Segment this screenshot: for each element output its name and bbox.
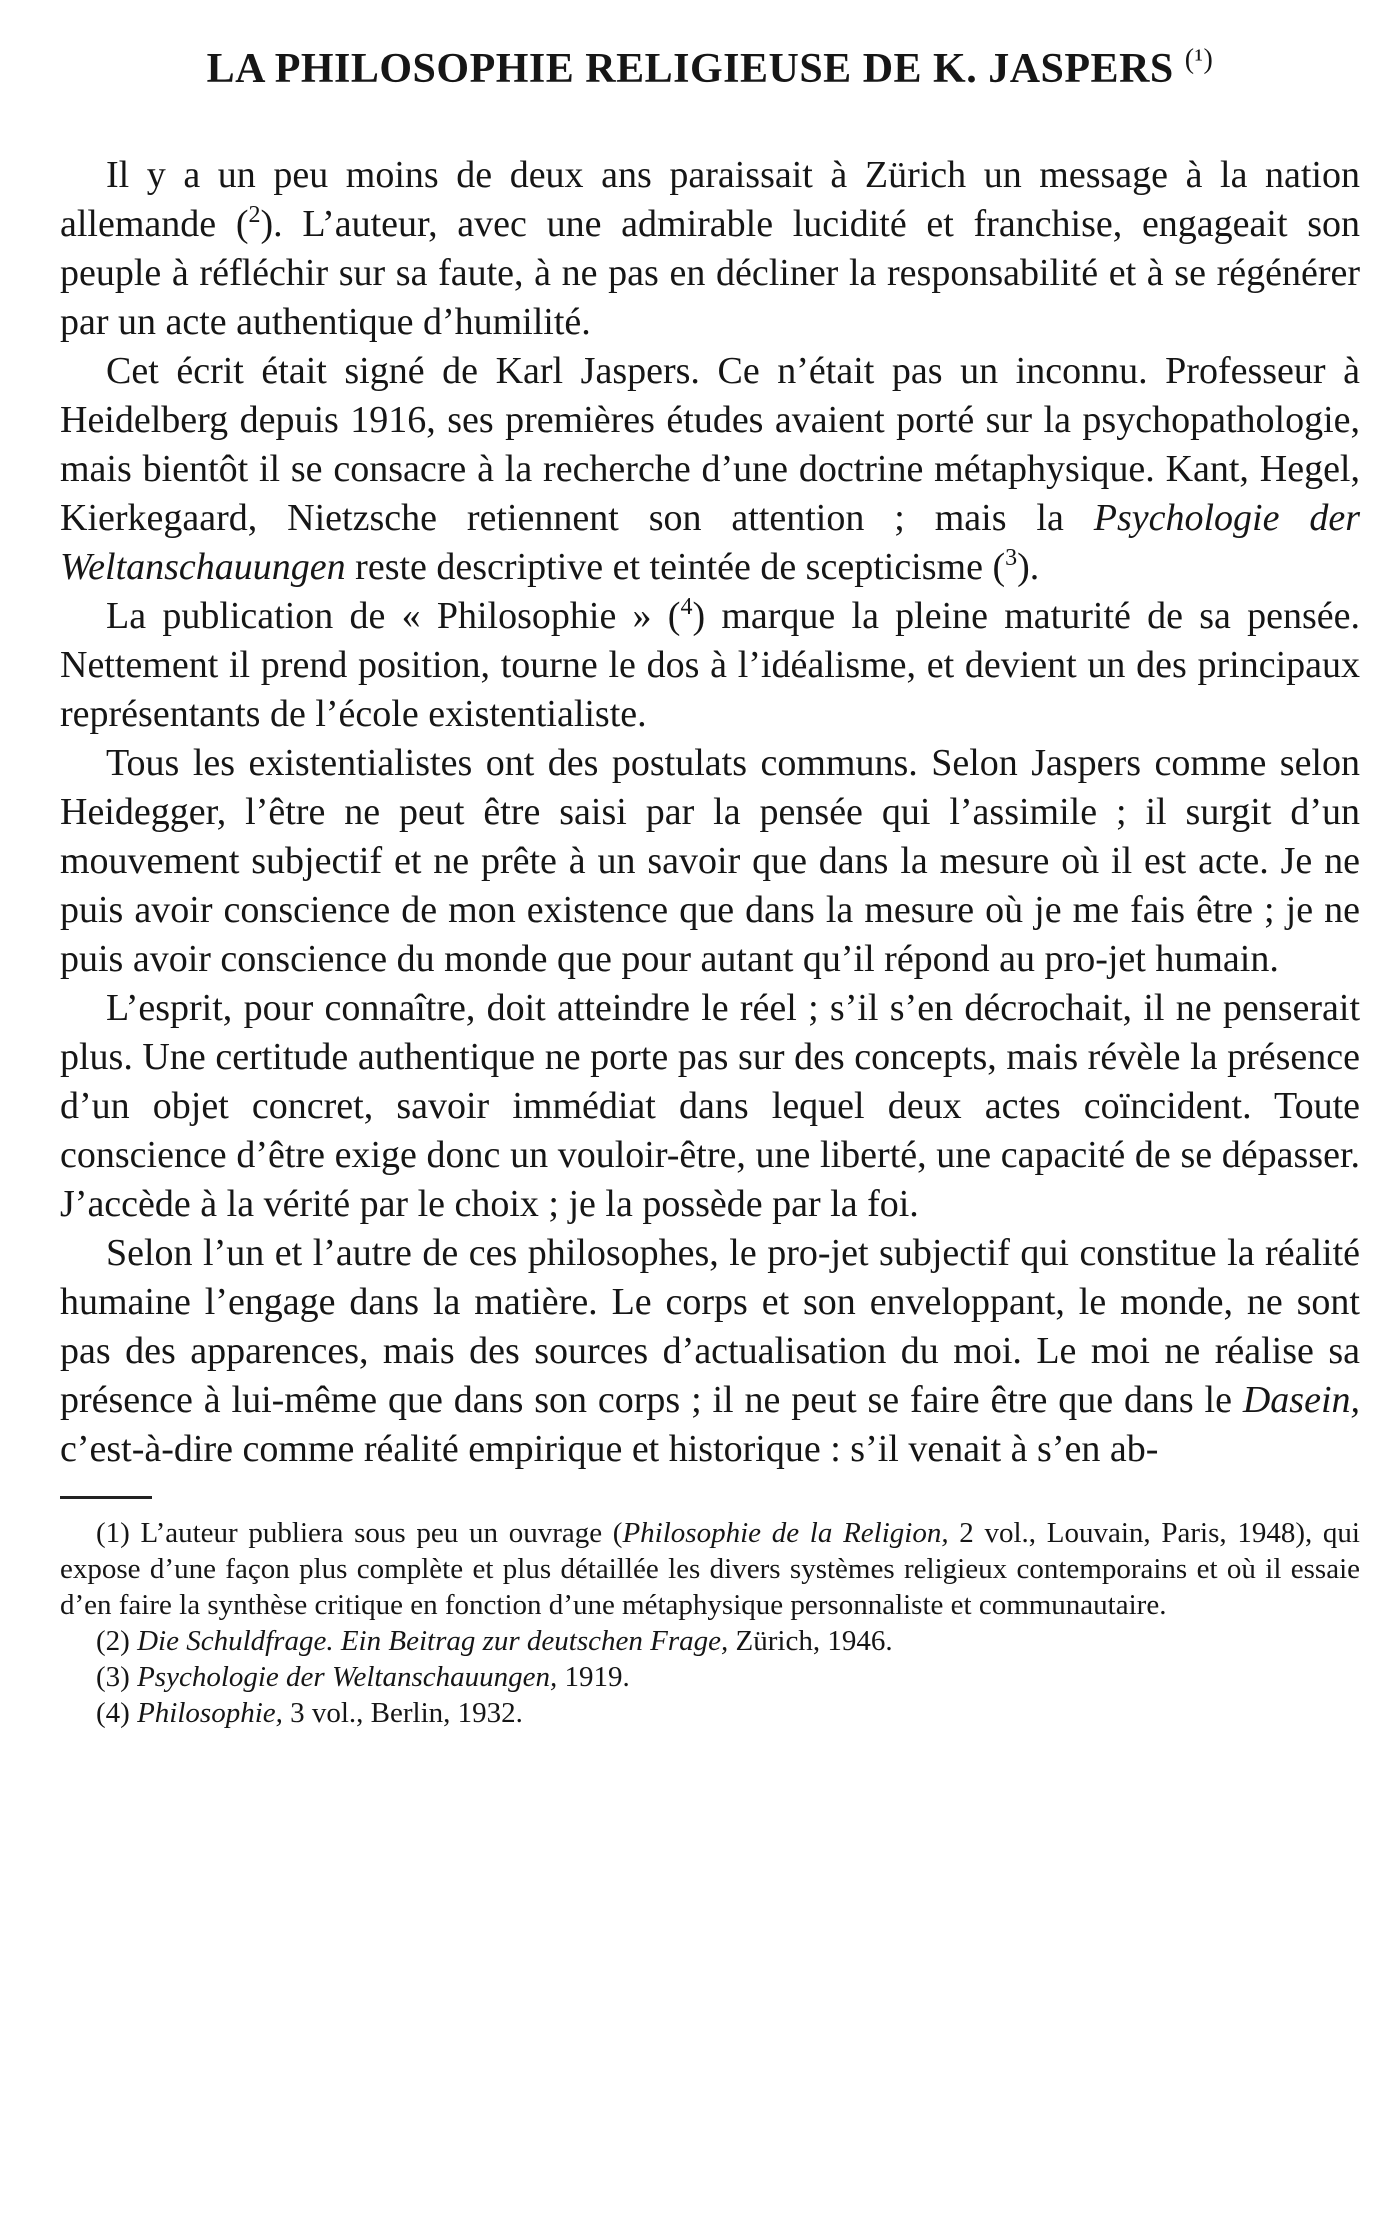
footnote-ref-2: 2: [248, 202, 261, 228]
footnote-2: (2) Die Schuldfrage. Ein Beitrag zur deutschen Frage, Zürich, 1946.: [96, 1625, 893, 1657]
paragraph-2: Cet écrit était signé de Karl Jaspers. Ce n’était pas un inconnu. Professeur à Heidelberg depuis 1916, ses premières études avaient porté sur la psychopathologie, mais bientôt il se consacre à la recherche d’une doctrine métaphysique. Kant, Hegel, Kierkegaard, Nietzsche retiennent son attention ; mais la Psychologie der Weltanschauungen reste descriptive et teintée de scepticisme ($^3$).: [60, 350, 1361, 588]
paragraph-5: L’esprit, pour connaître, doit atteindre le réel ; s’il s’en décrochait, il ne penserait plus. Une certitude authentique ne porte pas sur des concepts, mais révèle la présence d’un objet concret, savoir immédiat dans lequel deux actes coïncident. Toute conscience d’être exige donc un vouloir-être, une liberté, une capacité de se dépasser. J’accède à la vérité par le choix ; je la possède par la foi.: [60, 987, 1360, 1225]
paragraph-1: Il y a un peu moins de deux ans paraissait à Zürich un message à la nation allemande ($^2$). L’auteur, avec une admirable lucidité et franchise, engageait son peuple à réfléchir sur sa faute, à ne pas en décliner la responsabilité et à se régénérer par un acte authentique d’humilité.: [60, 154, 1360, 343]
page: [60, 44, 1360, 1731]
article-title: [60, 44, 1360, 93]
paragraph-4: Tous les existentialistes ont des postulats communs. Selon Jaspers comme selon Heidegger, l’être ne peut être saisi par la pensée qui l’assimile ; il surgit d’un mouvement subjectif et ne prête à un savoir que dans la mesure où il est acte. Je ne puis avoir conscience de mon existence que dans la mesure où je me fais être ; je ne puis avoir conscience du monde que pour autant qu’il répond au pro-jet humain.: [60, 742, 1360, 980]
article-body: [60, 151, 1360, 1474]
paragraph-6: Selon l’un et l’autre de ces philosophes, le pro-jet subjectif qui constitue la réalité humaine l’engage dans la matière. Le corps et son enveloppant, le monde, ne sont pas des apparences, mais des sources d’actualisation du moi. Le moi ne réalise sa présence à lui-même que dans son corps ; il ne peut se faire être que dans le Dasein, c’est-à-dire comme réalité empirique et historique : s’il venait à s’en ab-: [60, 1232, 1360, 1470]
title-footnote-ref: (¹): [1184, 44, 1214, 75]
footnote-ref-3: 3: [1005, 545, 1018, 571]
title-text: LA PHILOSOPHIE RELIGIEUSE DE K. JASPERS: [206, 46, 1174, 92]
footnote-3: (3) Psychologie der Weltanschauungen, 1919.: [96, 1661, 630, 1693]
footnotes: [60, 1515, 1360, 1731]
footnote-divider: [60, 1496, 152, 1499]
footnote-1: (1) L’auteur publiera sous peu un ouvrage (Philosophie de la Religion, 2 vol., Louvain, Paris, 1948), qui expose d’une façon plus complète et plus détaillée les divers systèmes religieux contemporains et où il essaie d’en faire la synthèse critique en fonction d’une métaphysique personnaliste et communautaire.: [60, 1517, 1360, 1621]
dasein-term: Dasein,: [1242, 1379, 1360, 1421]
paragraph-3: La publication de « Philosophie » ($^4$) marque la pleine maturité de sa pensée. Nettement il prend position, tourne le dos à l’idéalisme, et devient un des principaux représentants de l’école existentialiste.: [60, 594, 1360, 735]
book-title: Psychologie der Weltanschauungen: [60, 497, 1361, 588]
footnote-4: (4) Philosophie, 3 vol., Berlin, 1932.: [96, 1697, 523, 1729]
footnote-ref-4: 4: [680, 594, 693, 620]
